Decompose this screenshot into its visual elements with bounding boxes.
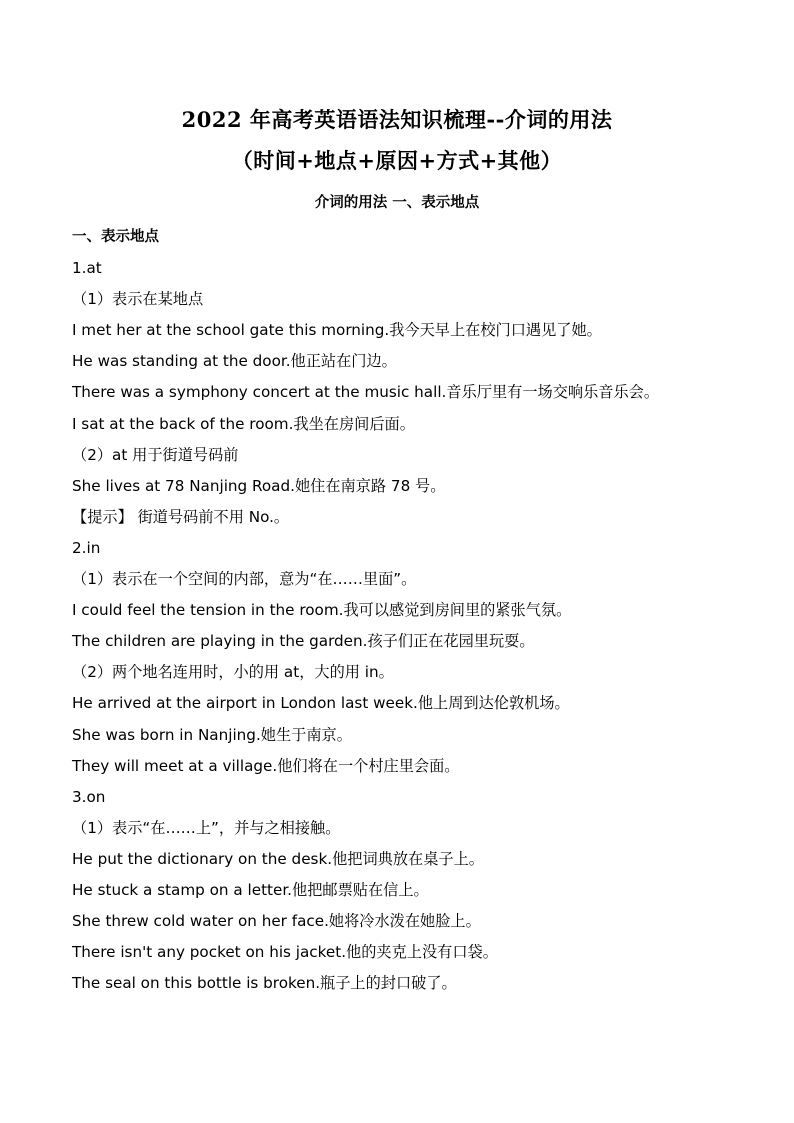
document-title: 2022 年高考英语语法知识梳理--介词的用法 (181, 107, 613, 132)
example-sentence: The children are playing in the garden.孩子们正在花园里玩耍。 (72, 632, 535, 651)
example-sentence: I could feel the tension in the room.我可以感觉到房间里的紧张气氛。 (72, 601, 572, 620)
example-sentence: There isn't any pocket on his jacket.他的夹克上没有口袋。 (72, 943, 498, 962)
example-sentence: She lives at 78 Nanjing Road.她住在南京路 78 号。 (72, 476, 446, 495)
section-subtitle: 介词的用法 一、表示地点 (314, 195, 480, 211)
subsection-heading-at: 1.at (72, 259, 102, 278)
example-sentence: He was standing at the door.他正站在门边。 (72, 352, 397, 371)
example-sentence: He put the dictionary on the desk.他把词典放在桌子上。 (72, 849, 484, 868)
rule-line: （2）两个地名连用时，小的用 at，大的用 in。 (72, 663, 394, 682)
rule-line: （2）at 用于街道号码前 (72, 445, 239, 464)
example-sentence: I sat at the back of the room.我坐在房间后面。 (72, 414, 415, 433)
rule-line: （1）表示在一个空间的内部，意为“在……里面”。 (72, 570, 417, 589)
section-heading: 一、表示地点 (72, 229, 159, 245)
document-body (72, 227, 772, 1004)
example-sentence: She threw cold water on her face.她将冷水泼在她脸上。 (72, 912, 481, 931)
rule-line: （1）表示“在……上”，并与之相接触。 (72, 818, 341, 837)
example-sentence: He stuck a stamp on a letter.他把邮票贴在信上。 (72, 880, 429, 899)
example-sentence: The seal on this bottle is broken.瓶子上的封口破了。 (72, 974, 457, 993)
document-title-line-2: （时间+地点+原因+方式+其他） (231, 148, 563, 173)
subsection-heading-in: 2.in (72, 538, 101, 557)
example-sentence: He arrived at the airport in London last week.他上周到达伦敦机场。 (72, 694, 570, 713)
subsection-heading-on: 3.on (72, 787, 106, 806)
example-sentence: She was born in Nanjing.她生于南京。 (72, 725, 352, 744)
rule-line: （1）表示在某地点 (72, 290, 204, 309)
example-sentence: They will meet at a village.他们将在一个村庄里会面。 (72, 756, 460, 775)
tip-line: 【提示】 街道号码前不用 No.。 (72, 507, 290, 526)
example-sentence: I met her at the school gate this morning.我今天早上在校门口遇见了她。 (72, 321, 602, 340)
example-sentence: There was a symphony concert at the music hall.音乐厅里有一场交响乐音乐会。 (72, 383, 660, 402)
